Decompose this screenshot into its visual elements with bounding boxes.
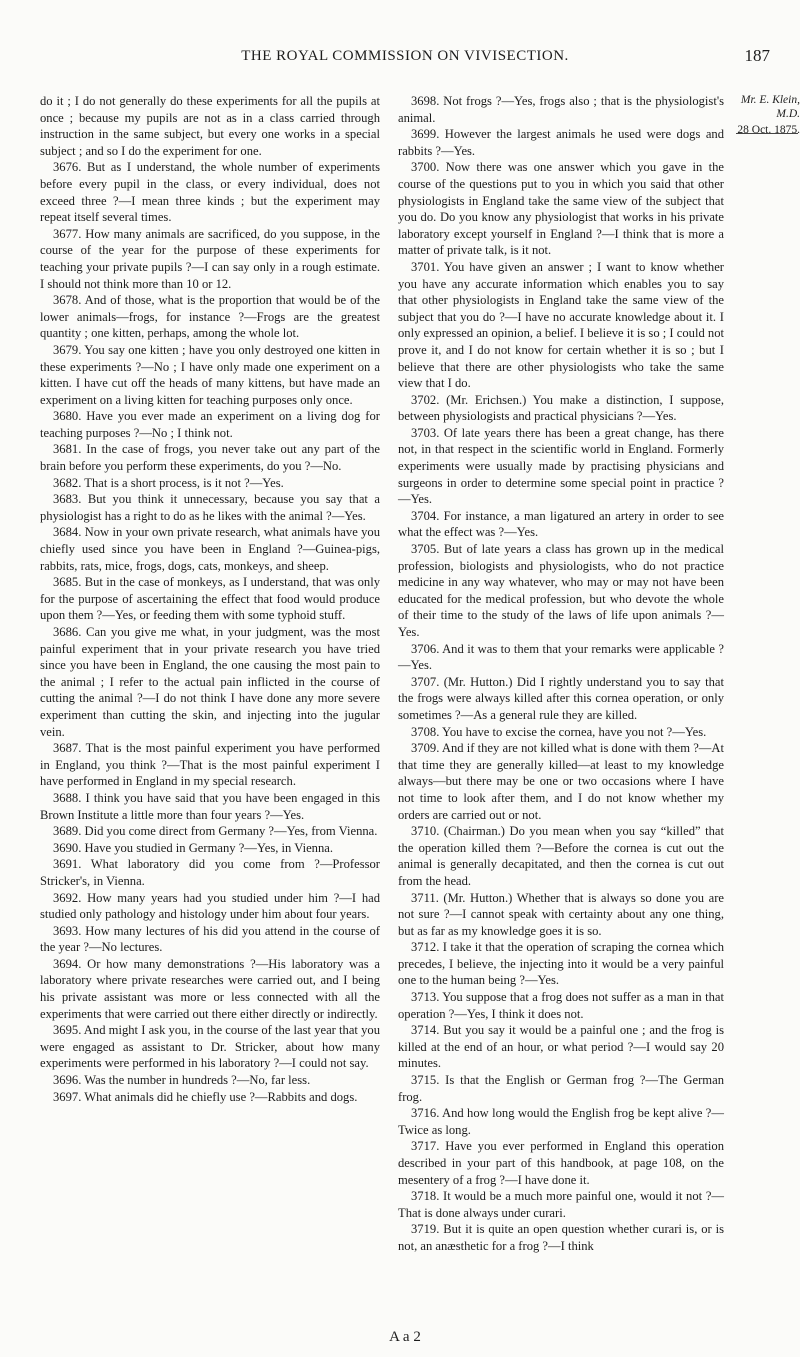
paragraph: 3714. But you say it would be a painful one ; and the frog is killed at the end of an hour, or what period ?—I would say 20 minutes. <box>398 1023 724 1071</box>
paragraph: 3717. Have you ever performed in England this operation described in your part of this handbook, at page 108, on the mesentery of a frog ?—I have done it. <box>398 1139 724 1187</box>
paragraph: 3692. How many years had you studied under him ?—I had studied only pathology and histology under him about four years. <box>40 890 380 922</box>
paragraph: 3677. How many animals are sacrificed, do you suppose, in the course of the year for the purpose of these experiments for teaching your private pupils ?—I can say only in a rough estimate. I should not think more than 10 or 12. <box>40 226 380 291</box>
left-column <box>40 93 380 1105</box>
paragraph: 3701. You have given an answer ; I want to know whether you have any accurate information which enables you to say that other physiologists in England take the same view of the subject that you do ?—I have no accurate knowledge about it. I only expressed an opinion, a belief. I believe it is so ; I could not prove it, and I do not know for certain whether it is so ; but I believe that there are other physiologists who take the same view that I do. <box>398 259 724 391</box>
paragraph: 3702. (Mr. Erichsen.) You make a distinction, I suppose, between physiologists and practical physicians ?—Yes. <box>398 392 724 424</box>
margin-note <box>732 93 800 137</box>
paragraph: 3680. Have you ever made an experiment on a living dog for teaching purposes ?—No ; I think not. <box>40 409 380 440</box>
paragraph: 3703. Of late years there has been a great change, has there not, in that respect in the scientific world in England. Formerly experiments were usually made by practising physicians and surgeons in order to determine some special point in practice ?—Yes. <box>398 425 724 507</box>
paragraph: 3681. In the case of frogs, you never take out any part of the brain before you perform these experiments, do you ?—No. <box>40 442 380 474</box>
paragraph: 3704. For instance, a man ligatured an artery in order to see what the effect was ?—Yes. <box>398 508 724 540</box>
paragraph: 3685. But in the case of monkeys, as I understand, that was only for the purpose of ascertaining the effect that food would produce upon them ?—Yes, or feeding them with some typhoid stuff. <box>40 575 380 623</box>
paragraph: 3695. And might I ask you, in the course of the last year that you were engaged as assistant to Dr. Stricker, about how many experiments were performed in his laboratory ?—I could not say. <box>40 1023 380 1071</box>
paragraph: 3709. And if they are not killed what is done with them ?—At that time they are generally killed—at least to my knowledge always—but there may be one or two occasions where I have not time to look after them, and I do not know whether my orders are carried out or not. <box>398 741 724 822</box>
paragraph: 3715. Is that the English or German frog ?—The German frog. <box>398 1073 724 1104</box>
page-number: 187 <box>744 46 770 65</box>
paragraph: 3699. However the largest animals he used were dogs and rabbits ?—Yes. <box>398 127 724 158</box>
paragraph: do it ; I do not generally do these experiments for all the pupils at once ; because my pupils are not as in a class carried through instruction in the same subject, but every one works in a special subject ; and so I do the experiment for one. <box>40 94 380 158</box>
paragraph: 3691. What laboratory did you come from ?—Professor Stricker's, in Vienna. <box>40 857 380 888</box>
paragraph: 3713. You suppose that a frog does not suffer as a man in that operation ?—Yes, I think it does not. <box>398 990 724 1021</box>
paragraph: 3678. And of those, what is the proportion that would be of the lower animals—frogs, for instance ?—Frogs are the greatest quantity ; one kitten, perhaps, among the whole lot. <box>40 293 380 341</box>
paragraph: 3706. And it was to them that your remarks were applicable ?—Yes. <box>398 641 724 673</box>
paragraph: 3690. Have you studied in Germany ?—Yes, in Vienna. <box>53 840 334 855</box>
paragraph: 3708. You have to excise the cornea, have you not ?—Yes. <box>411 724 707 739</box>
paragraph: 3705. But of late years a class has grown up in the medical profession, biologists and physiologists, who do not practice medicine in any way whatever, who may or may not have been educated for the medical profession, but who devote the whole of their time to the study of the laws of life upon animals ?—Yes. <box>398 542 724 639</box>
session-date: 28 Oct. 1875. <box>737 124 800 136</box>
paragraph: 3676. But as I understand, the whole number of experiments before every pupil in the class, or every individual, does not exceed three ?—I mean three kinds ; but the experiment may repeat itself several times. <box>40 160 380 225</box>
witness-name: Mr. E. Klein, M.D. <box>740 94 800 120</box>
paragraph: 3700. Now there was one answer which you gave in the course of the questions put to you in which you said that other physiologists in England take the same view of the subject that you do. Do you know any physiologist that works in his private laboratory except yourself in England ?—I think that is more a matter of private talk, is it not. <box>398 160 724 258</box>
paragraph: 3684. Now in your own private research, what animals have you chiefly used since you have been in England ?—Guinea-pigs, rabbits, rats, mice, frogs, dogs, cats, monkeys, and sheep. <box>40 525 380 573</box>
paragraph: 3710. (Chairman.) Do you mean when you say “killed” that the operation killed them ?—Before the cornea is cut out the animal is generally decapitated, and then the cornea is cut out from the head. <box>398 824 724 888</box>
paragraph: 3682. That is a short process, is it not ?—Yes. <box>53 475 284 490</box>
paragraph: 3711. (Mr. Hutton.) Whether that is always so done you are not sure ?—I cannot speak with certainty about any one thing, but as far as my knowledge goes it is so. <box>398 890 724 938</box>
right-column <box>398 93 724 1255</box>
paragraph: 3716. And how long would the English frog be kept alive ?—Twice as long. <box>398 1106 724 1137</box>
paragraph: 3694. Or how many demonstrations ?—His laboratory was a laboratory where private researches were carried out, and I being his private assistant was more or less connected with all the experiments that were carried out there either directly or indirectly. <box>40 956 380 1021</box>
running-title: THE ROYAL COMMISSION ON VIVISECTION. <box>241 48 569 64</box>
paragraph: 3698. Not frogs ?—Yes, frogs also ; that is the physiologist's animal. <box>398 94 724 125</box>
paragraph: 3719. But it is quite an open question whether curari is, or is not, an anæsthetic for a frog ?—I think <box>398 1222 724 1253</box>
paragraph: 3718. It would be a much more painful one, would it not ?—That is done always under curari. <box>398 1189 724 1220</box>
paragraph: 3689. Did you come direct from Germany ?—Yes, from Vienna. <box>53 824 378 839</box>
margin-rule <box>736 133 798 134</box>
page-header <box>40 48 770 76</box>
paragraph: 3693. How many lectures of his did you attend in the course of the year ?—No lectures. <box>40 923 380 955</box>
paragraph: 3687. That is the most painful experiment you have performed in England, you think ?—That is the most painful experiment I have performed in England in my special research. <box>40 741 380 789</box>
printer-signature: A a 2 <box>389 1329 421 1345</box>
paragraph: 3679. You say one kitten ; have you only destroyed one kitten in these experiments ?—No ; I have only made one experiment on a kitten. I have cut off the heads of many kittens, but have made an experiment on a living kitten for teaching purposes only once. <box>40 342 380 407</box>
paragraph: 3697. What animals did he chiefly use ?—Rabbits and dogs. <box>53 1089 358 1104</box>
paragraph: 3688. I think you have said that you have been engaged in this Brown Institute a little more than four years ?—Yes. <box>40 790 380 822</box>
paragraph: 3683. But you think it unnecessary, because you say that a physiologist has a right to do as he likes with the animal ?—Yes. <box>40 492 380 523</box>
paragraph: 3696. Was the number in hundreds ?—No, far less. <box>53 1073 311 1088</box>
paragraph: 3712. I take it that the operation of scraping the cornea which precedes, I believe, the injecting into it would be a very painful one to the human being ?—Yes. <box>398 940 724 988</box>
paragraph: 3686. Can you give me what, in your judgment, was the most painful experiment that in your private research you have tried since you have been in England, the one causing the most pain to the animal ; I refer to the actual pain inflicted in the course of cutting the animal ?—I do not think I have done any more severe experiment than cutting the skin, and injecting into the jugular vein. <box>40 625 380 739</box>
paragraph: 3707. (Mr. Hutton.) Did I rightly understand you to say that the frogs were always killed after this cornea operation, or only sometimes ?—As a general rule they are killed. <box>398 674 724 722</box>
